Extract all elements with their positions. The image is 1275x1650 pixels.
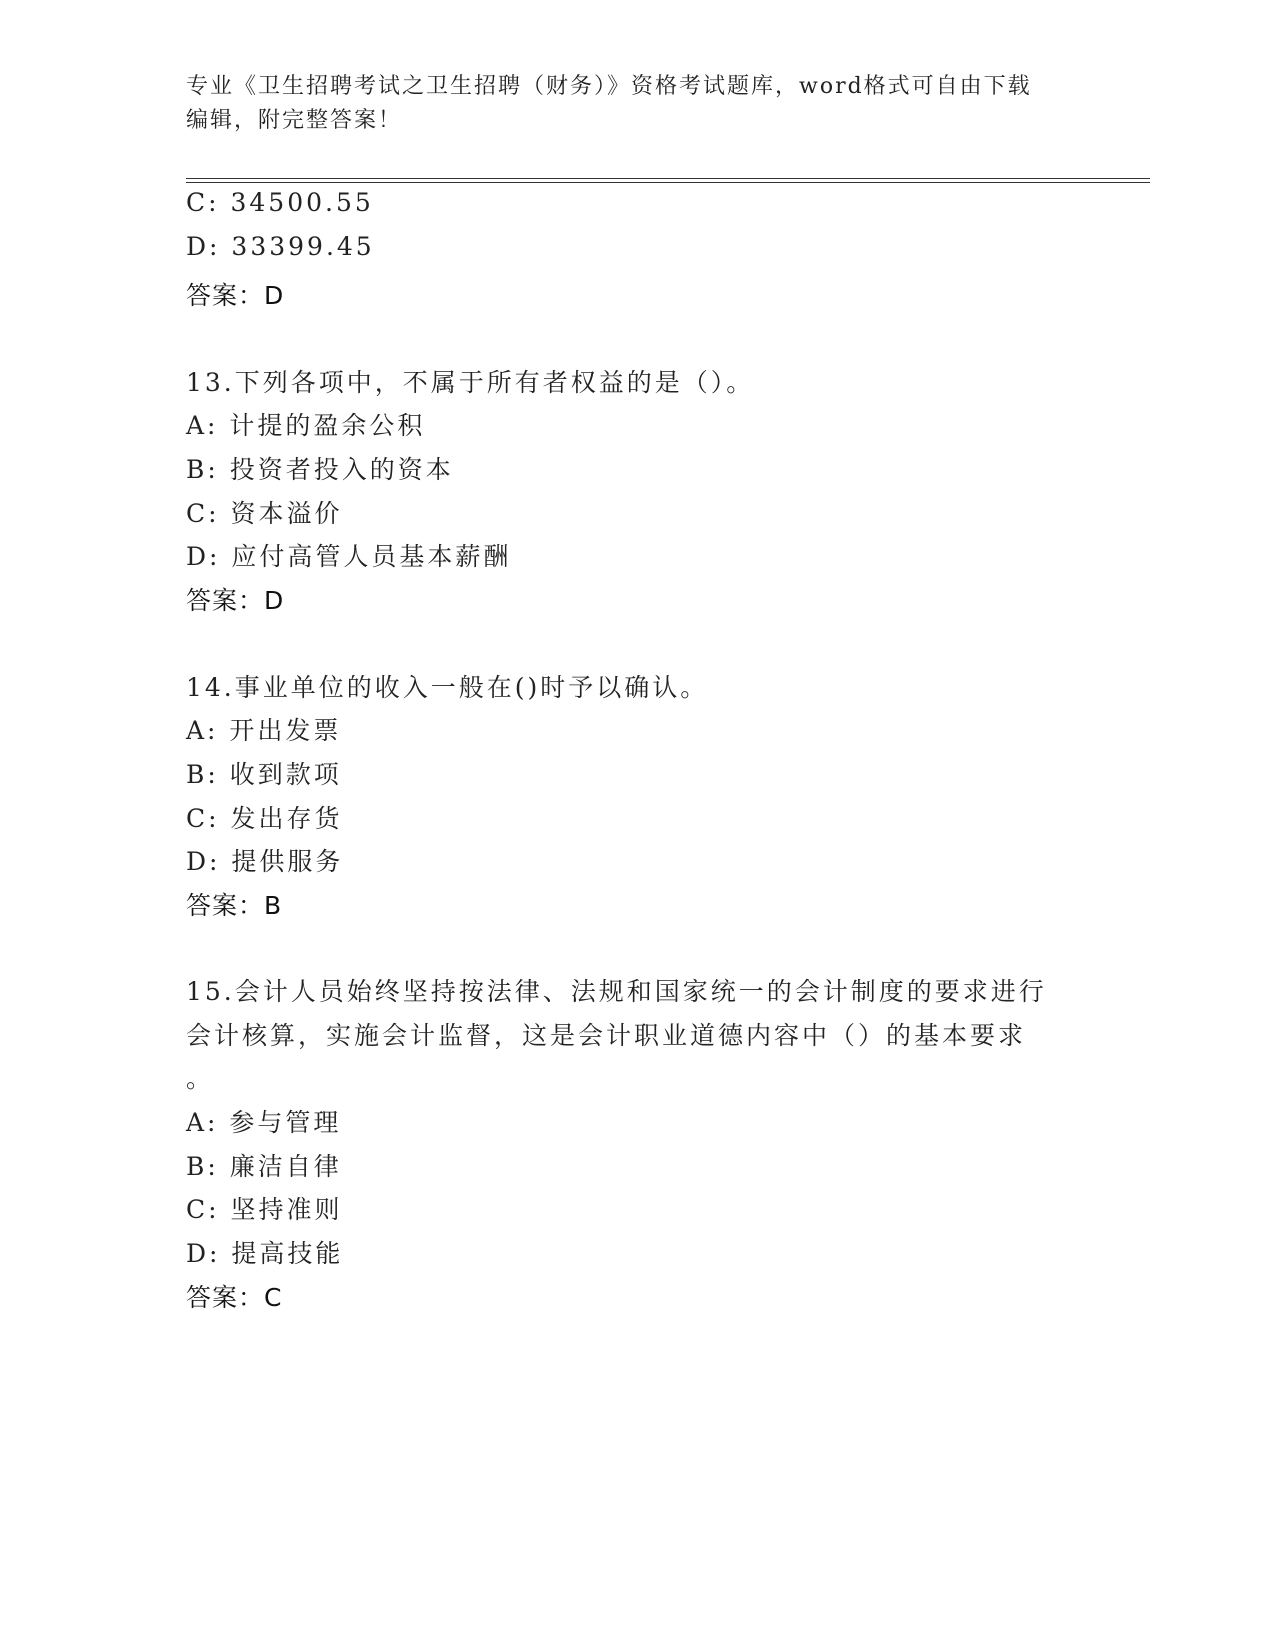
option-c: C: 发出存货 xyxy=(186,804,343,833)
option-a: A: 开出发票 xyxy=(186,716,342,745)
option-d: D: 提供服务 xyxy=(186,847,344,876)
option-b: B: 廉洁自律 xyxy=(186,1152,342,1181)
header-divider-bottom xyxy=(186,182,1150,183)
answer-line: 答案：B xyxy=(186,891,283,920)
question-stem-line-3: 。 xyxy=(186,1064,215,1093)
option-d: D: 应付高管人员基本薪酬 xyxy=(186,542,512,571)
option-d: D: 33399.45 xyxy=(186,232,375,261)
answer-line: 答案：D xyxy=(186,586,285,615)
document-header xyxy=(186,70,1066,138)
option-c: C: 34500.55 xyxy=(186,188,374,217)
option-b: B: 投资者投入的资本 xyxy=(186,455,454,484)
option-a: A: 计提的盈余公积 xyxy=(186,411,426,440)
question-stem: 14.事业单位的收入一般在()时予以确认。 xyxy=(186,673,709,702)
header-line-1: 专业《卫生招聘考试之卫生招聘（财务）》资格考试题库，word格式可自由下载 xyxy=(186,74,1032,99)
question-stem-line-2: 会计核算，实施会计监督，这是会计职业道德内容中（）的基本要求 xyxy=(186,1021,1027,1050)
option-c: C: 坚持准则 xyxy=(186,1195,343,1224)
header-line-2: 编辑，附完整答案！ xyxy=(186,108,403,133)
question-stem: 13.下列各项中，不属于所有者权益的是（）。 xyxy=(186,368,755,397)
option-a: A: 参与管理 xyxy=(186,1108,342,1137)
answer-line: 答案：C xyxy=(186,1283,283,1312)
header-divider-top xyxy=(186,178,1150,179)
option-d: D: 提高技能 xyxy=(186,1239,344,1268)
option-c: C: 资本溢价 xyxy=(186,499,343,528)
question-stem-line-1: 15.会计人员始终坚持按法律、法规和国家统一的会计制度的要求进行 xyxy=(186,977,1047,1006)
answer-line: 答案：D xyxy=(186,281,285,310)
option-b: B: 收到款项 xyxy=(186,760,342,789)
